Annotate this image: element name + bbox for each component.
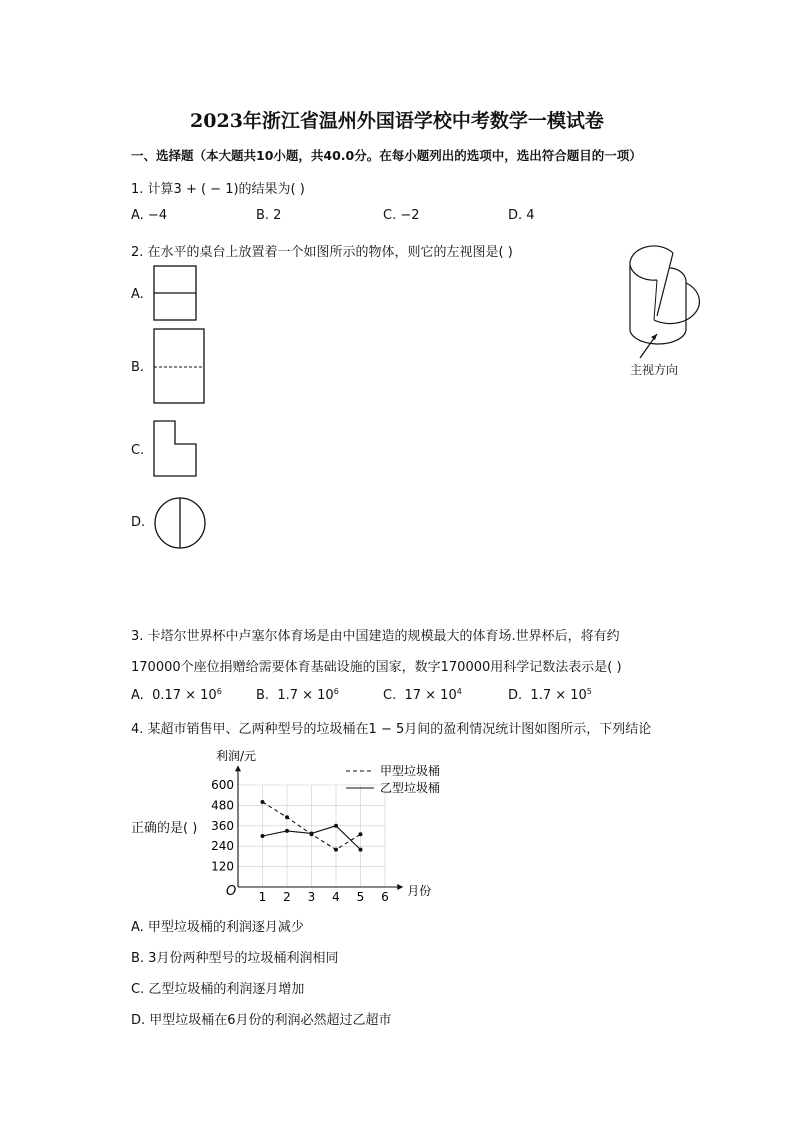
question-1-option-c[interactable]: C. −2 [383,208,420,223]
question-4-option-a[interactable]: A. 甲型垃圾桶的利润逐月减少 [131,920,304,935]
question-2-option-d-label[interactable]: D. [131,515,146,530]
origin-label: O [226,884,237,899]
x-axis-label: 月份 [407,884,432,898]
option-label: D. [508,688,523,703]
question-4-option-c[interactable]: C. 乙型垃圾桶的利润逐月增加 [131,982,305,997]
option-exponent: 6 [216,687,222,696]
data-point [285,815,289,819]
question-4-stem-cont: 正确的是( ) [131,821,198,836]
y-tick-label: 360 [211,818,234,833]
option-exponent: 6 [333,687,339,696]
question-3-stem-line2: 170000个座位捐赠给需要体育基础设施的国家，数字170000用科学记数法表示是( ) [131,660,622,675]
question-4-option-d[interactable]: D. 甲型垃圾桶在6月份的利润必然超过乙超市 [131,1013,392,1028]
y-tick-label: 600 [211,778,234,792]
question-2-option-a-label[interactable]: A. [131,287,144,302]
x-tick-label: 5 [356,890,365,904]
question-3-option-c[interactable] [383,687,462,703]
data-point [310,831,314,835]
question-1-stem: 1. 计算3 + ( − 1)的结果为( ) [131,182,305,197]
data-point [359,832,363,836]
question-1-option-d[interactable]: D. 4 [508,208,535,223]
option-mantissa: 1.7 × 10 [530,688,587,703]
option-mantissa: 0.17 × 10 [152,688,217,703]
option-mantissa: 17 × 10 [404,688,457,703]
y-tick-label: 240 [211,839,234,854]
solid-object-figure [624,240,700,360]
option-exponent: 5 [586,687,592,696]
option-b-figure [153,328,207,406]
question-3-option-b[interactable] [256,687,339,703]
option-c-figure [153,420,199,478]
data-point [261,834,265,838]
option-d-figure [153,496,209,552]
x-tick-label: 1 [258,890,267,904]
question-1-option-b[interactable]: B. 2 [256,208,282,223]
profit-line-chart [200,745,440,905]
question-2-option-b-label[interactable]: B. [131,360,145,375]
y-axis-arrow [235,765,241,771]
y-tick-label: 120 [211,859,234,874]
data-point [334,848,338,852]
question-1-option-a[interactable]: A. −4 [131,208,168,223]
option-mantissa: 1.7 × 10 [277,688,334,703]
x-tick-label: 2 [283,890,291,904]
question-4-stem: 4. 某超市销售甲、乙两种型号的垃圾桶在1 − 5月间的盈利情况统计图如图所示，下列结论 [131,722,652,737]
x-tick-label: 4 [332,890,340,904]
question-2-stem: 2. 在水平的桌台上放置着一个如图所示的物体，则它的左视图是( ) [131,245,513,260]
question-3-stem-line1: 3. 卡塔尔世界杯中卢塞尔体育场是由中国建造的规模最大的体育场.世界杯后，将有约 [131,629,620,644]
option-label: C. [383,688,397,703]
option-label: B. [256,688,270,703]
y-axis-label: 利润/元 [215,749,257,763]
x-tick-label: 6 [381,890,389,904]
option-label: A. [131,688,144,703]
page-title: 2023年浙江省温州外国语学校中考数学一模试卷 [190,110,604,132]
legend-label-1: 甲型垃圾桶 [380,764,440,778]
data-point [334,824,338,828]
data-point [359,848,363,852]
x-tick-label: 3 [307,890,316,904]
y-tick-label: 480 [211,798,234,813]
data-point [261,800,265,804]
question-3-option-a[interactable] [131,687,222,703]
question-3-option-d[interactable] [508,687,592,703]
data-point [285,829,289,833]
x-axis-arrow [397,884,403,890]
figure-caption: 主视方向 [630,363,679,377]
question-4-option-b[interactable]: B. 3月份两种型号的垃圾桶利润相同 [131,951,339,966]
option-a-figure [153,265,199,323]
question-2-option-c-label[interactable]: C. [131,443,145,458]
section-heading: 一、选择题（本大题共10小题，共40.0分。在每小题列出的选项中，选出符合题目的一项） [131,148,642,163]
option-exponent: 4 [456,687,462,696]
legend-label-2: 乙型垃圾桶 [380,781,440,795]
